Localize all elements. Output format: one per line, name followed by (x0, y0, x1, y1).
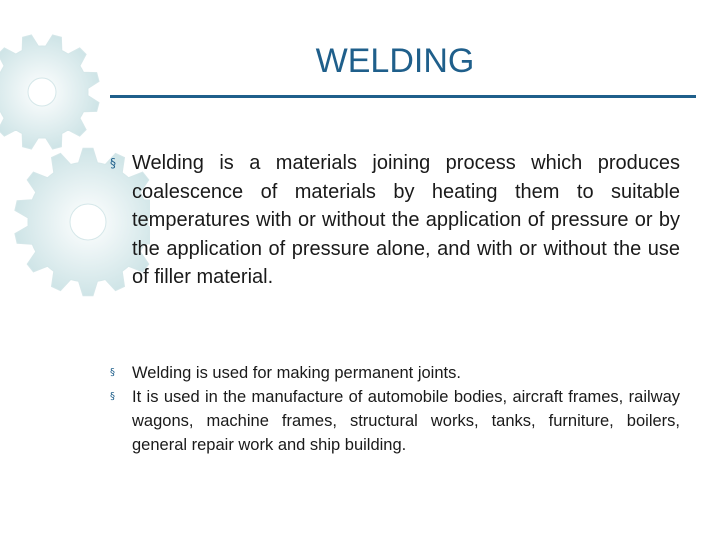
page-title: WELDING (315, 42, 475, 80)
list-item (110, 361, 680, 385)
bullet-marker: § (110, 156, 116, 170)
main-bullet-list (110, 149, 680, 292)
bullet-marker: § (110, 367, 115, 378)
gear-icon (0, 35, 99, 149)
bullet-text: It is used in the manufacture of automobile bodies, aircraft frames, railway wagons, machine frames, structural works, tanks, furniture, boilers, general repair work and ship building. (132, 388, 680, 454)
list-item (110, 385, 680, 457)
list-item (110, 149, 680, 292)
bullet-marker: § (110, 391, 115, 402)
bullet-text: Welding is used for making permanent joints. (132, 364, 461, 382)
bullet-text: Welding is a materials joining process which produces coalescence of materials by heating them to suitable temperatures with or without the application of pressure or by the application of pressure alone, and with or without the use of filler material. (132, 152, 680, 288)
title-divider (110, 95, 696, 98)
secondary-bullet-list (110, 361, 680, 457)
